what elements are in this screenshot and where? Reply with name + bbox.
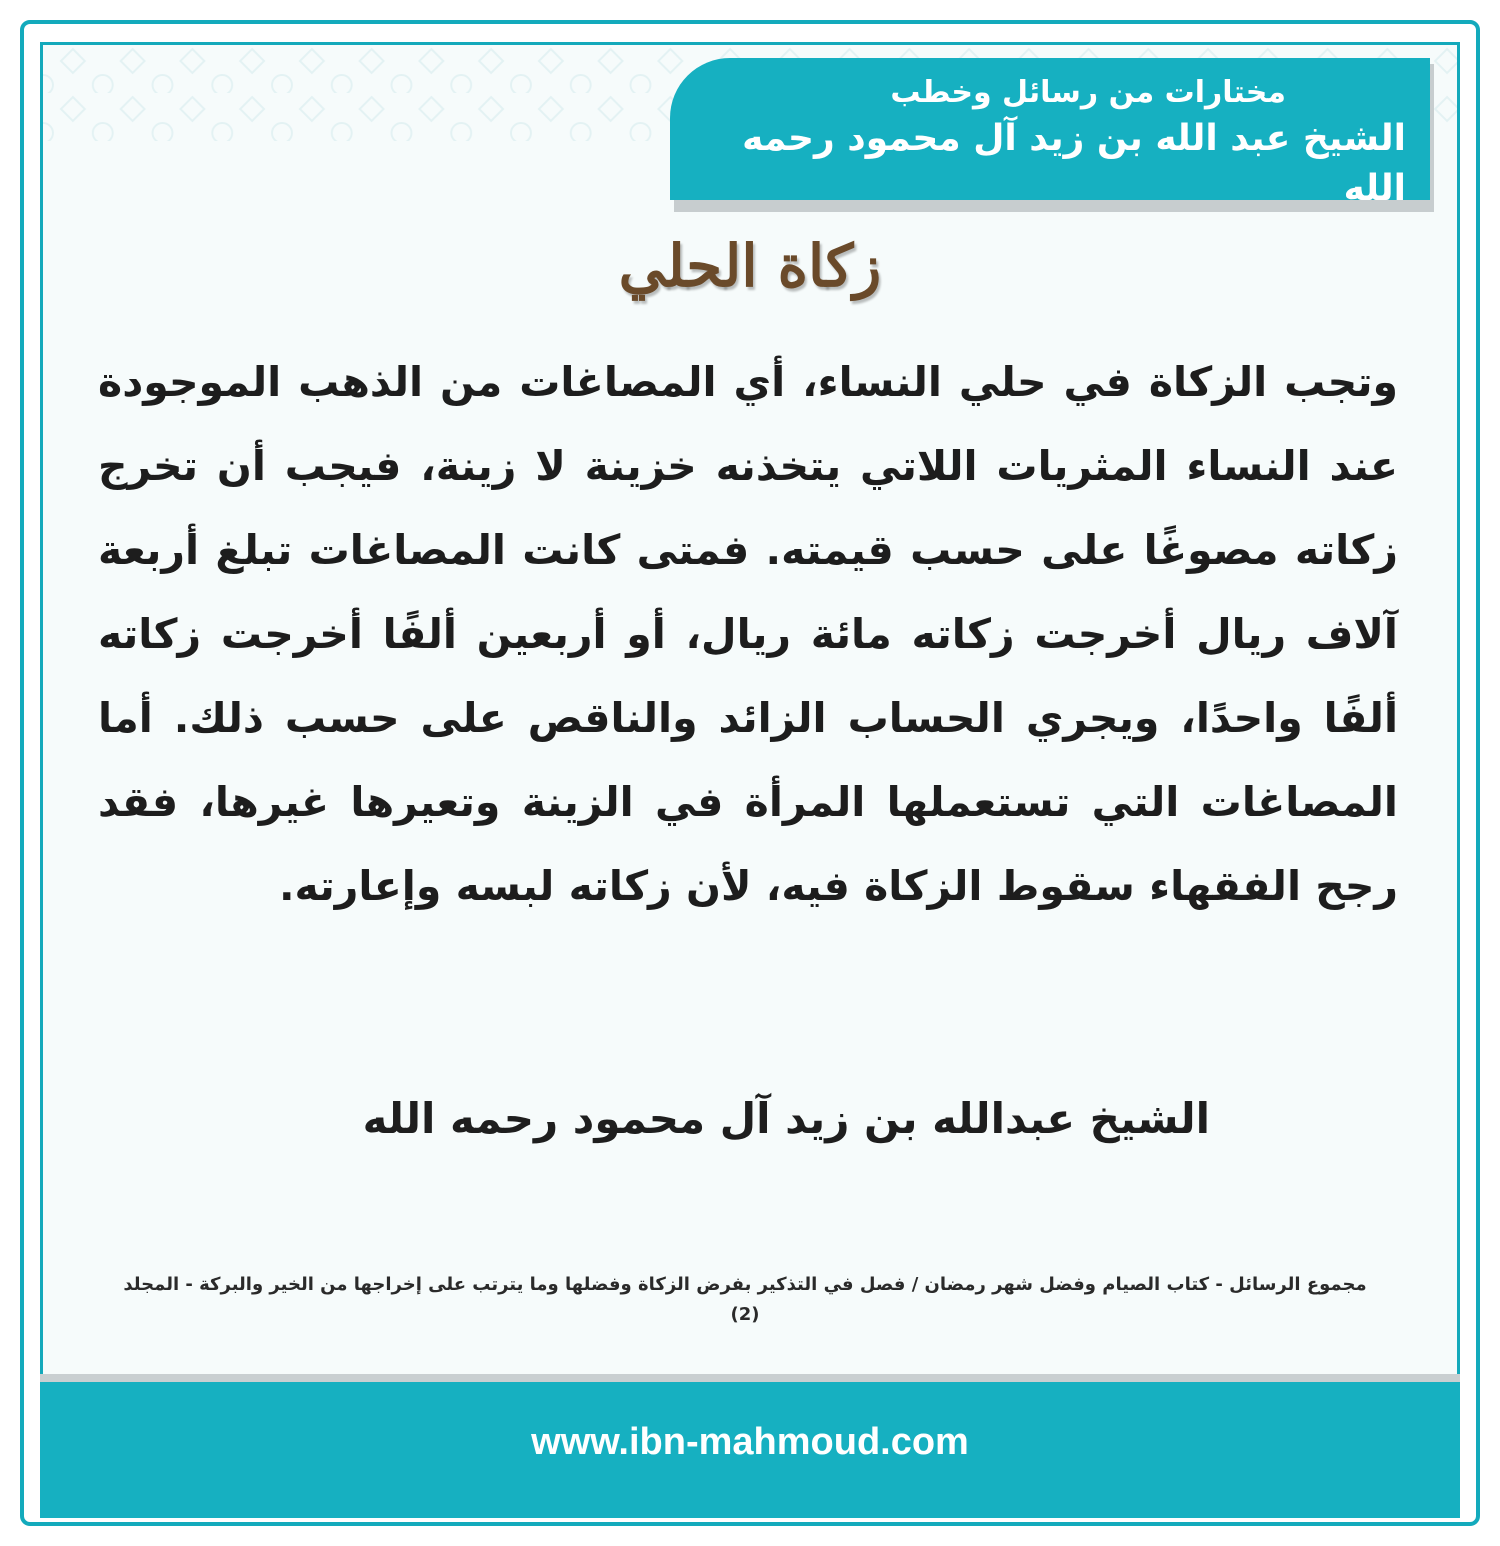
body-paragraph: وتجب الزكاة في حلي النساء، أي المصاغات من الذهب الموجودة عند النساء المثريات اللاتي يتخذنه خزينة لا زينة، فيجب أن تخرج زكاته مصوغًا على حسب قيمته. فمتى كانت المصاغات تبلغ أربعة آلاف ريال أخرجت زكاته مائة ريال، أو أربعين ألفًا أخرجت زكاته ألفًا واحدًا، ويجري الحساب الزائد والناقص على حسب ذلك. أما المصاغات التي تستعملها المرأة في الزينة وتعيرها غيرها، فقد رجح الفقهاء سقوط الزكاة فيه، لأن زكاته لبسه وإعارته. <box>98 358 1398 910</box>
source-citation: مجموع الرسائل - كتاب الصيام وفضل شهر رمضان / فصل في التذكير بفرض الزكاة وفضلها وما يترتب على إخراجها من الخير والبركة - المجلد (2) <box>123 1274 1367 1325</box>
website-link[interactable]: www.ibn-mahmoud.com <box>531 1421 969 1463</box>
page-title: زكاة الحلي <box>618 232 882 300</box>
header-subtitle: مختارات من رسائل وخطب <box>890 75 1286 110</box>
footer-shadow <box>40 1374 1460 1382</box>
author-signature: الشيخ عبدالله بن زيد آل محمود رحمه الله <box>362 1094 1210 1143</box>
header-title: الشيخ عبد الله بن زيد آل محمود رحمه الله <box>742 118 1406 209</box>
header-banner <box>670 58 1430 209</box>
footer-bar <box>40 1382 1460 1518</box>
